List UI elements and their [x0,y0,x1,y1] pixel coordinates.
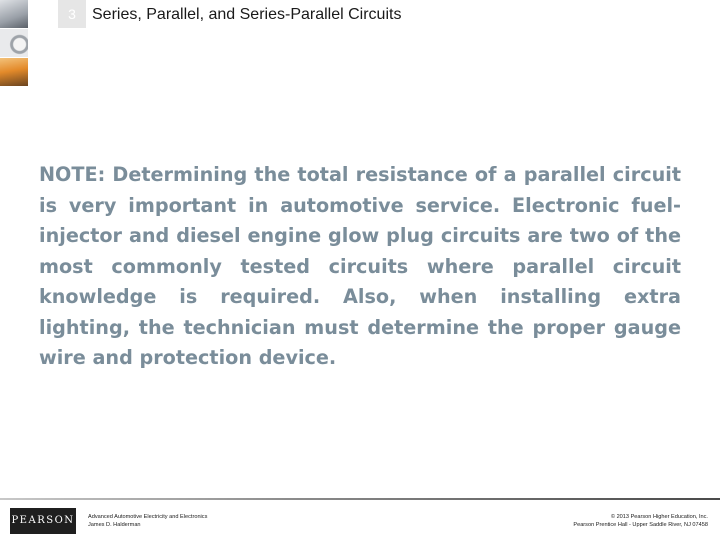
footer-publisher: Pearson Prentice Hall - Upper Saddle River, NJ 07458 [573,522,708,528]
thumbnail-image [0,58,28,86]
slide-title: Series, Parallel, and Series-Parallel Circuits [92,6,402,23]
header-thumbnail-strip [0,0,28,86]
thumbnail-image [0,0,28,28]
note-text: NOTE: Determining the total resistance of a parallel circuit is very important in automotive service. Electronic fuel-injector and diesel engine glow plug circuits are two of the most commonly tested circuits where parallel circuit knowledge is required. Also, when installing extra lighting, the technician must determine the proper gauge wire and protection device. [39,163,681,369]
footer-copyright-info [573,513,708,529]
thumbnail-image [0,29,28,57]
slide-number: 3 [58,0,86,28]
footer-book-info [88,513,207,529]
footer-divider [0,498,720,500]
footer-book-title: Advanced Automotive Electricity and Electronics [88,514,208,520]
pearson-logo: PEARSON [10,508,76,534]
footer-copyright: © 2013 Pearson Higher Education, Inc. [610,514,708,520]
footer-author: James D. Halderman [88,522,141,528]
